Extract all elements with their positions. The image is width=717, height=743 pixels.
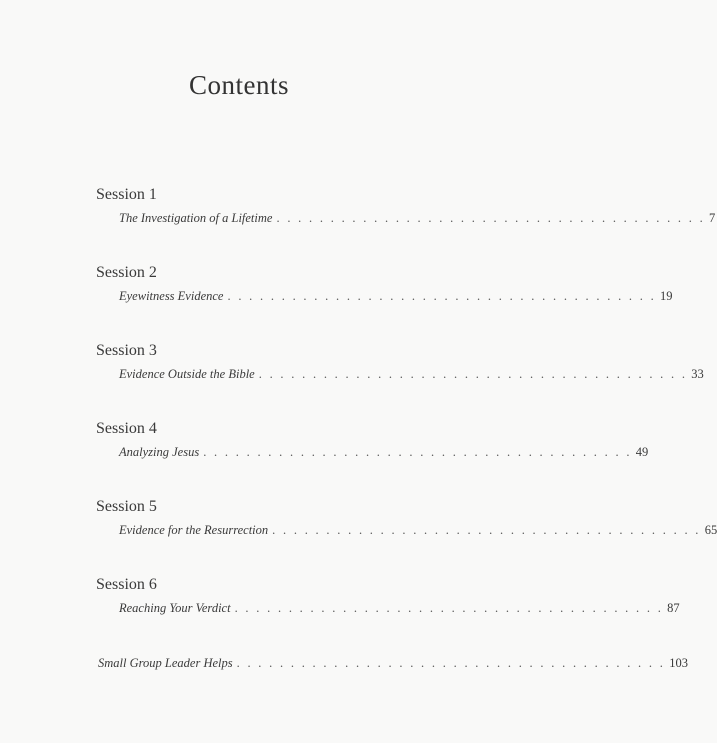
session-5-label: Session 5: [96, 498, 157, 515]
toc-entry-title: Analyzing Jesus: [119, 445, 200, 459]
leader-dots: . . . . . . . . . . . . . . . . . . . . . . . . . . . . . . . . . . . . . . . .: [203, 445, 632, 459]
toc-entry-title: Evidence for the Resurrection: [119, 523, 269, 537]
leader-dots: . . . . . . . . . . . . . . . . . . . . . . . . . . . . . . . . . . . . . . . .: [234, 601, 664, 615]
leader-dots: . . . . . . . . . . . . . . . . . . . . . . . . . . . . . . . . . . . . . . . .: [258, 367, 688, 381]
session-3-label: Session 3: [96, 342, 157, 359]
toc-entry-title: Evidence Outside the Bible: [119, 367, 255, 381]
toc-entry-title: The Investigation of a Lifetime: [119, 211, 273, 225]
session-1-label: Session 1: [96, 186, 157, 203]
page-title: Contents: [188, 70, 289, 100]
toc-entry-session-2[interactable]: [119, 289, 673, 304]
toc-entry-page: 87: [667, 601, 680, 615]
toc-entry-page: 19: [660, 289, 673, 303]
leader-dots: . . . . . . . . . . . . . . . . . . . . . . . . . . . . . . . . . . . . . . . .: [272, 523, 701, 537]
session-2-label: Session 2: [96, 264, 157, 281]
toc-entry-title: Reaching Your Verdict: [119, 601, 231, 615]
toc-entry-page: 33: [691, 367, 704, 381]
toc-entry-page: 49: [635, 445, 649, 459]
toc-entry-session-5[interactable]: [119, 523, 717, 538]
toc-entry-page: 7: [709, 211, 716, 225]
leader-dots: . . . . . . . . . . . . . . . . . . . . . . . . . . . . . . . . . . . . . . . .: [236, 656, 666, 670]
session-6-label: Session 6: [96, 576, 157, 593]
toc-entry-session-6[interactable]: [119, 601, 680, 616]
toc-entry-title: Small Group Leader Helps: [98, 656, 233, 670]
toc-entry-session-4[interactable]: [119, 445, 649, 460]
leader-dots: . . . . . . . . . . . . . . . . . . . . . . . . . . . . . . . . . . . . . . . .: [227, 289, 657, 303]
toc-entry-page: 103: [669, 656, 688, 670]
session-4-label: Session 4: [96, 420, 157, 437]
toc-entry-page: 65: [704, 523, 717, 537]
leader-dots: . . . . . . . . . . . . . . . . . . . . . . . . . . . . . . . . . . . . . . . .: [276, 211, 706, 225]
toc-entry-session-3[interactable]: [119, 367, 704, 382]
toc-entry-title: Eyewitness Evidence: [119, 289, 224, 303]
toc-entry-leader-helps[interactable]: [98, 656, 688, 671]
toc-entry-session-1[interactable]: [119, 211, 716, 226]
